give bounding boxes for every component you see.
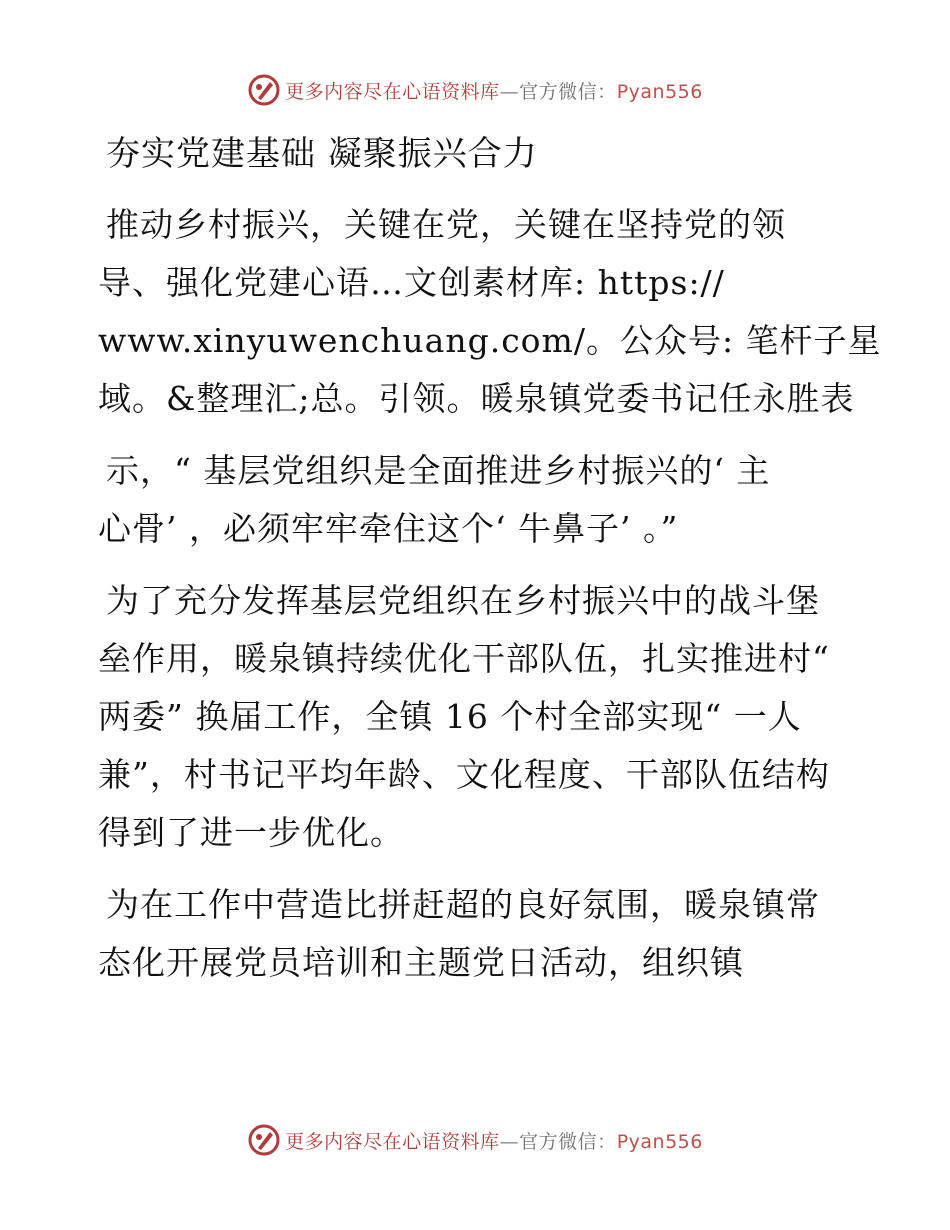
text-line: www.xinyuwenchuang.com/。公众号: 笔杆子星 (98, 321, 882, 360)
paragraph (98, 196, 882, 428)
paragraph (98, 876, 858, 992)
pen-logo-icon (247, 1123, 281, 1157)
banner-wechat-id: Pyan556 (616, 80, 703, 103)
pen-logo-icon (247, 73, 281, 107)
header-watermark-banner (0, 70, 950, 110)
banner-wechat-id: Pyan556 (616, 1130, 703, 1153)
text-line: 态化开展党员培训和主题党日活动，组织镇 (98, 943, 744, 982)
paragraph (98, 442, 858, 558)
footer-watermark-banner (0, 1120, 950, 1160)
banner-dash: — (499, 80, 520, 103)
banner-secondary-text: 官方微信： (519, 80, 617, 103)
text-line: 心骨’ ，必须牢牢牵住这个‘ 牛鼻子’ 。” (98, 509, 679, 548)
text-line: 示，“ 基层党组织是全面推进乡村振兴的‘ 主 (106, 451, 771, 490)
banner-main-text: 更多内容尽在心语资料库 (285, 1130, 500, 1153)
text-line: 导、强化党建心语…文创素材库: https:// (98, 263, 725, 302)
text-line: 推动乡村振兴，关键在党，关键在坚持党的领 (106, 205, 786, 244)
text-line: 兼”，村书记平均年龄、文化程度、干部队伍结构 (98, 755, 830, 794)
text-line: 得到了进一步优化。 (98, 813, 404, 852)
banner-dash: — (499, 1130, 520, 1153)
document-body (98, 118, 882, 1006)
text-line: 垒作用，暖泉镇持续优化干部队伍，扎实推进村“ (98, 639, 830, 678)
document-title: 夯实党建基础 凝聚振兴合力 (106, 134, 538, 174)
text-line: 为了充分发挥基层党组织在乡村振兴中的战斗堡 (106, 581, 820, 620)
paragraph (98, 572, 858, 862)
text-line: 为在工作中营造比拼赶超的良好氛围，暖泉镇常 (106, 885, 820, 924)
text-line: 两委” 换届工作，全镇 16 个村全部实现“ 一人 (98, 697, 802, 736)
text-line: 域。&整理汇;总。引领。暖泉镇党委书记任永胜表 (98, 379, 855, 418)
banner-secondary-text: 官方微信： (519, 1130, 617, 1153)
banner-main-text: 更多内容尽在心语资料库 (285, 80, 500, 103)
